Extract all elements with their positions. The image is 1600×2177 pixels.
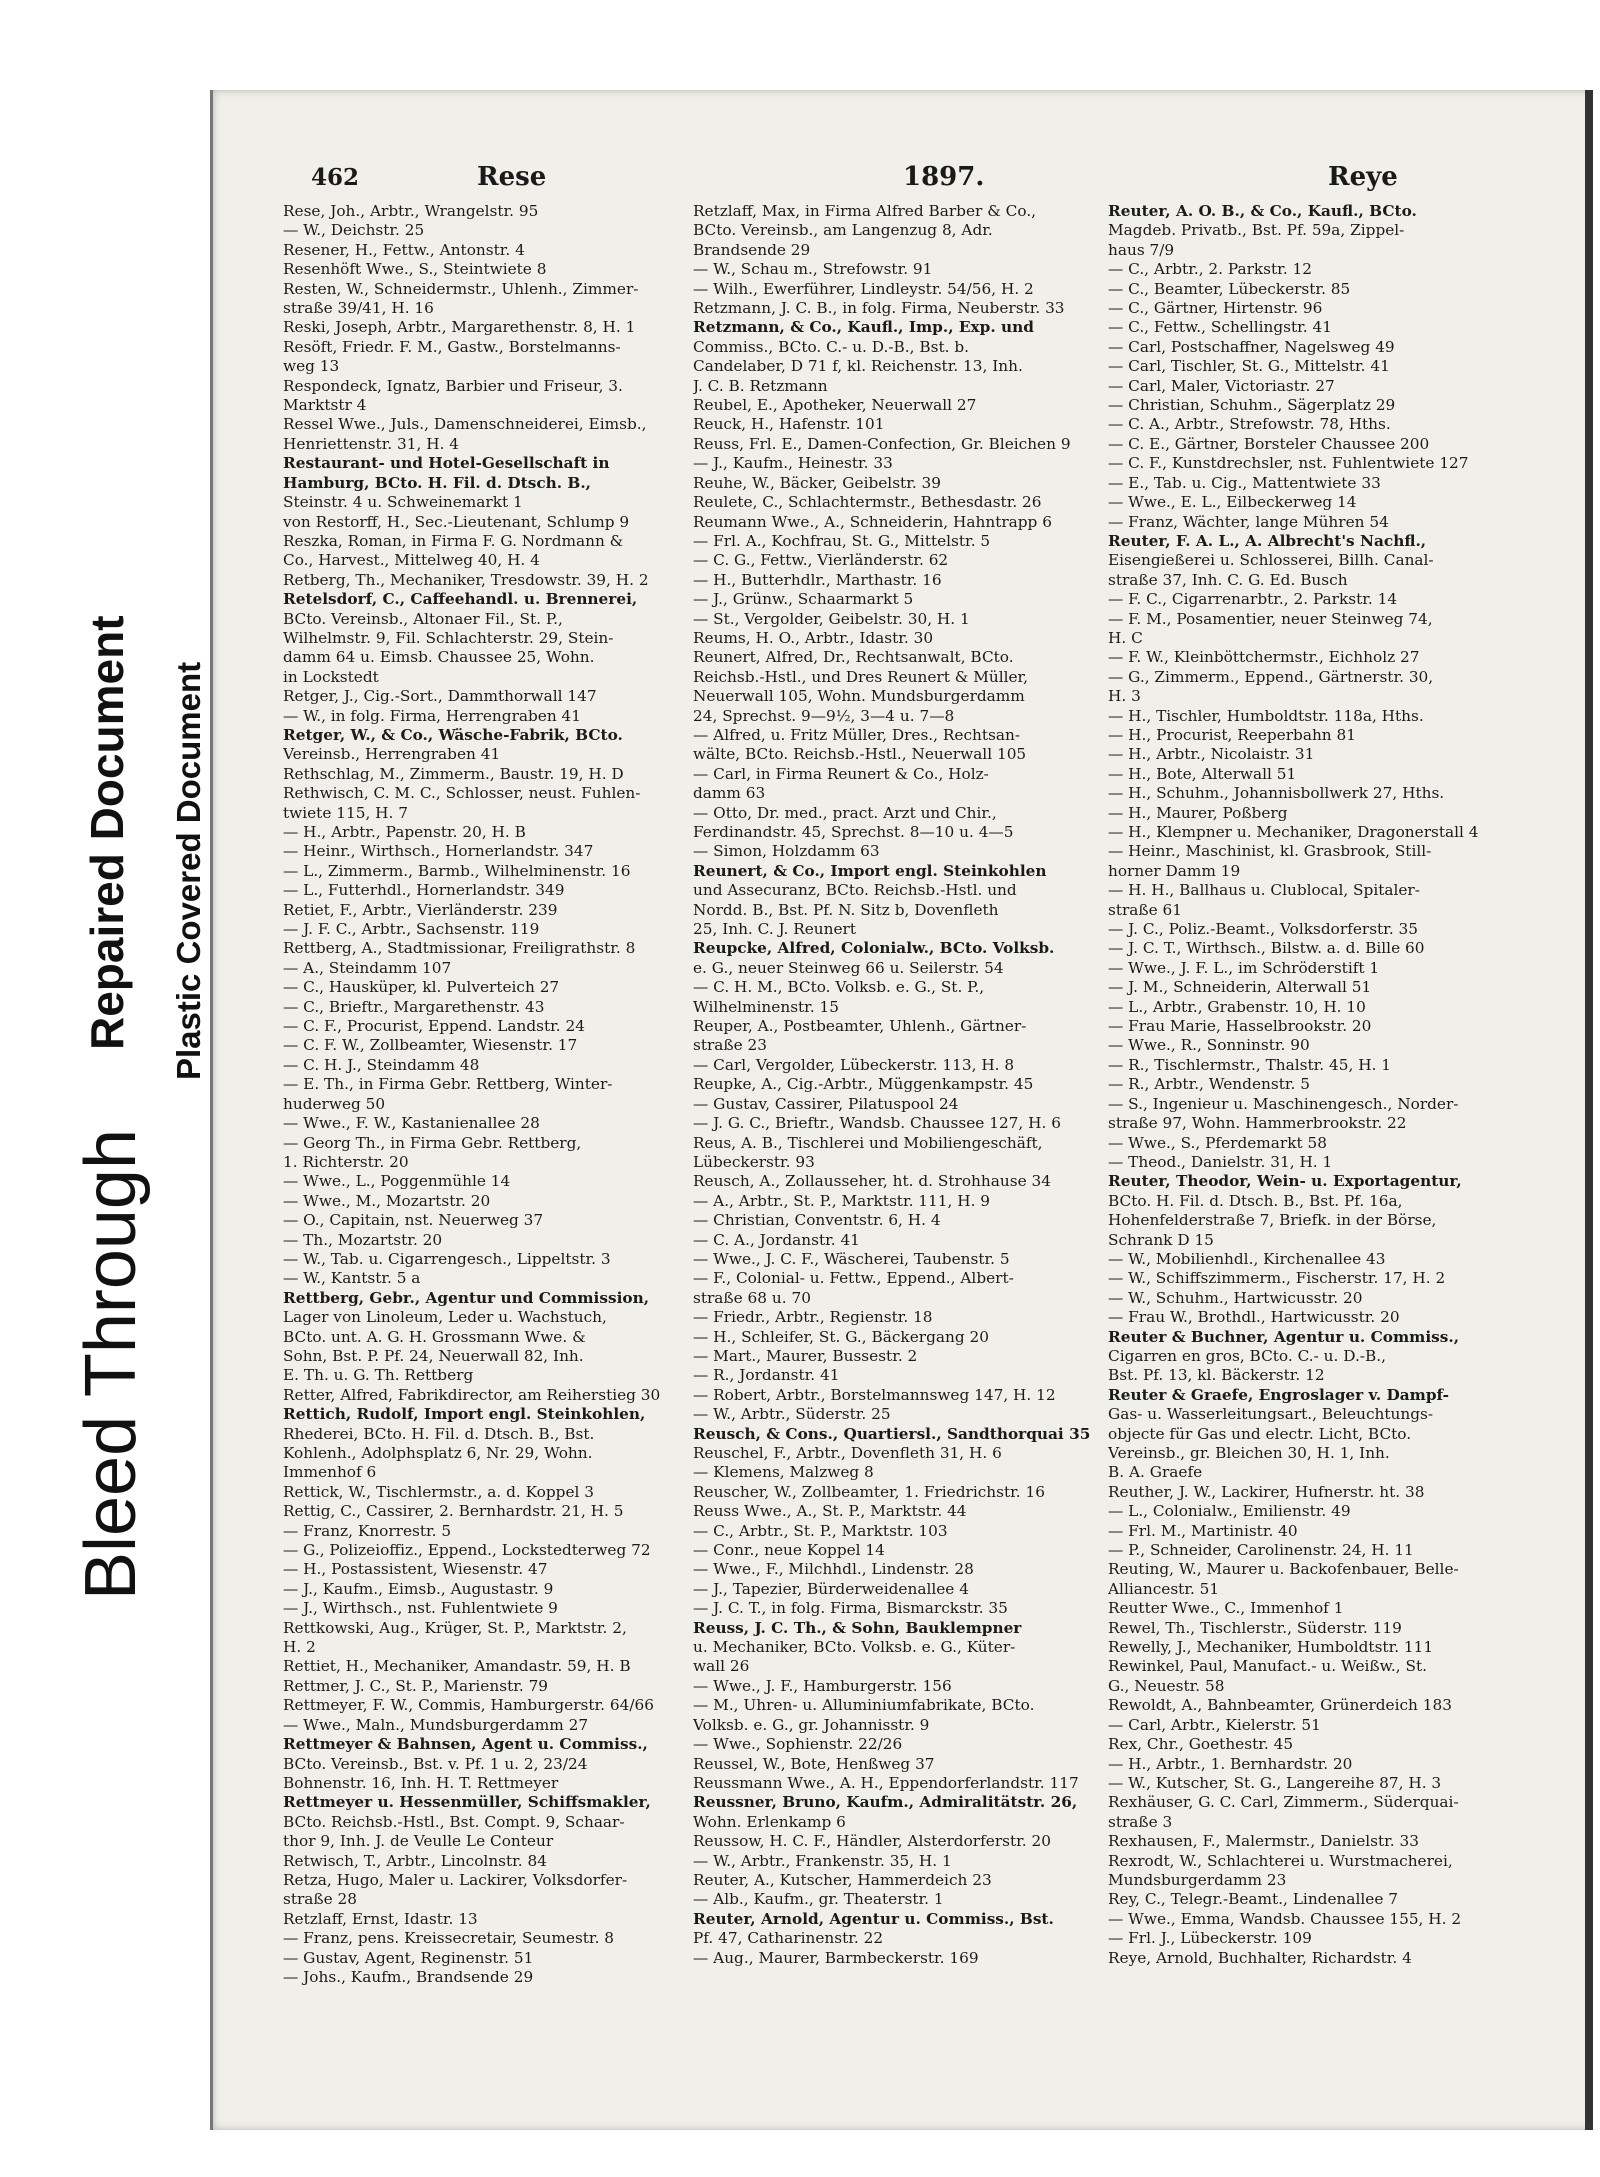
directory-entry-line: straße 3 (1108, 1812, 1173, 1831)
directory-entry-line: — R., Tischlermstr., Thalstr. 45, H. 1 (1108, 1055, 1392, 1074)
directory-entry-line: — L., Futterhdl., Hornerlandstr. 349 (283, 881, 565, 900)
directory-entry-line: straße 97, Wohn. Hammerbrookstr. 22 (1108, 1114, 1407, 1133)
directory-entry-line: damm 64 u. Eimsb. Chaussee 25, Wohn. (283, 648, 595, 667)
directory-entry-line: — C. A., Jordanstr. 41 (693, 1230, 860, 1249)
directory-entry-line: — Carl, Vergolder, Lübeckerstr. 113, H. 8 (693, 1055, 1015, 1074)
directory-entry-line: Retzmann, J. C. B., in folg. Firma, Neuberstr. 33 (693, 299, 1065, 318)
directory-entry-line: Gas- u. Wasserleitungsart., Beleuchtungs- (1108, 1405, 1434, 1424)
directory-entry-line: — F. W., Kleinböttchermstr., Eichholz 27 (1108, 648, 1420, 667)
directory-entry-line: — C. H. J., Steindamm 48 (283, 1055, 480, 1074)
directory-entry-line: Reuschel, F., Arbtr., Dovenfleth 31, H. 6 (693, 1444, 1002, 1462)
directory-entry-line: Rettmeyer, F. W., Commis, Hamburgerstr. 64/66 (283, 1696, 654, 1715)
directory-entry-line: Rethwisch, C. M. C., Schlosser, neust. Fuhlen- (283, 784, 641, 803)
directory-entry-line: — C., Arbtr., 2. Parkstr. 12 (1108, 260, 1313, 279)
directory-entry-line: Reus, A. B., Tischlerei und Mobiliengeschäft, (693, 1133, 1043, 1152)
directory-entry-line: Reussner, Bruno, Kaufm., Admiralitätstr. 26, (693, 1793, 1078, 1812)
directory-entry-line: Candelaber, D 71 f, kl. Reichenstr. 13, Inh. (693, 357, 1023, 376)
directory-entry-line: Pf. 47, Catharinenstr. 22 (693, 1929, 884, 1948)
directory-entry-line: Rettberg, A., Stadtmissionar, Freiligrathstr. 8 (283, 939, 636, 958)
directory-entry-line: Retger, W., & Co., Wäsche-Fabrik, BCto. (283, 725, 623, 744)
directory-entry-line: Reichsb.-Hstl., und Dres Reunert & Müller, (693, 667, 1029, 686)
directory-entry-line: — Wwe., Emma, Wandsb. Chaussee 155, H. 2 (1108, 1909, 1462, 1928)
directory-entry-line: BCto. Vereinsb., am Langenzug 8, Adr. (693, 221, 993, 240)
directory-entry-line: — C. F. W., Zollbeamter, Wiesenstr. 17 (283, 1036, 578, 1055)
directory-entry-line: Reye, Arnold, Buchhalter, Richardstr. 4 (1108, 1948, 1412, 1967)
directory-entry-line: Reuss, Frl. E., Damen-Confection, Gr. Bleichen 9 (693, 434, 1071, 453)
directory-entry-line: Reunert, & Co., Import engl. Steinkohlen (693, 861, 1047, 880)
directory-entry-line: — H., Maurer, Poßberg (1108, 803, 1288, 822)
directory-entry-line: — Mart., Maurer, Bussestr. 2 (693, 1346, 918, 1365)
directory-entry-line: Retberg, Th., Mechaniker, Tresdowstr. 39, H. 2 (283, 570, 649, 589)
directory-entry-line: Reussel, W., Bote, Henßweg 37 (693, 1754, 935, 1773)
directory-entry-line: — Aug., Maurer, Barmbeckerstr. 169 (693, 1948, 979, 1967)
directory-entry-line: — H., Schleifer, St. G., Bäckergang 20 (693, 1327, 989, 1346)
directory-entry-line: Lübeckerstr. 93 (693, 1152, 815, 1171)
directory-entry-line: — Franz, Wächter, lange Mühren 54 (1108, 512, 1389, 531)
directory-entry-line: Rettkowski, Aug., Krüger, St. P., Marktstr. 2, (283, 1618, 627, 1637)
directory-entry-line: — Frau W., Brothdl., Hartwicusstr. 20 (1108, 1308, 1400, 1327)
directory-entry-line: — S., Ingenieur u. Maschinengesch., Norder- (1108, 1094, 1459, 1113)
directory-entry-line: Commiss., BCto. C.- u. D.-B., Bst. b. (693, 337, 969, 356)
directory-entry-line: Hamburg, BCto. H. Fil. d. Dtsch. B., (283, 473, 592, 492)
directory-entry-line: Reuter, F. A. L., A. Albrecht's Nachfl., (1108, 531, 1427, 550)
directory-entry-line: 25, Inh. C. J. Reunert (693, 920, 856, 939)
directory-entry-line: — J. F. C., Arbtr., Sachsenstr. 119 (283, 920, 540, 939)
directory-entry-line: — E., Tab. u. Cig., Mattentwiete 33 (1108, 473, 1381, 492)
directory-entry-line: huderweg 50 (283, 1094, 386, 1113)
directory-entry-line: e. G., neuer Steinweg 66 u. Seilerstr. 54 (693, 958, 1004, 977)
directory-entry-line: — C., Fettw., Schellingstr. 41 (1108, 318, 1332, 337)
directory-entry-line: — Simon, Holzdamm 63 (693, 842, 880, 861)
directory-entry-line: — A., Steindamm 107 (283, 958, 452, 977)
label-plastic-covered-document: Plastic Covered Document (170, 661, 207, 1080)
directory-entry-line: Rettig, C., Cassirer, 2. Bernhardstr. 21, H. 5 (283, 1502, 624, 1521)
directory-entry-line: — Wwe., F. W., Kastanienallee 28 (283, 1114, 540, 1133)
directory-entry-line: — J., Grünw., Schaarmarkt 5 (693, 590, 914, 609)
directory-entry-line: twiete 115, H. 7 (283, 803, 408, 822)
directory-entry-line: Reuter, Theodor, Wein- u. Exportagentur, (1108, 1172, 1462, 1191)
directory-entry-line: Reuting, W., Maurer u. Backofenbauer, Belle- (1108, 1560, 1459, 1579)
directory-entry-line: — Heinr., Maschinist, kl. Grasbrook, Still- (1108, 842, 1432, 861)
page-edge-shadow (1585, 90, 1593, 2130)
directory-entry-line: Rettich, Rudolf, Import engl. Steinkohlen, (283, 1405, 646, 1424)
directory-entry-line: G., Neuestr. 58 (1108, 1676, 1225, 1695)
directory-entry-line: Reumann Wwe., A., Schneiderin, Hahntrapp 6 (693, 512, 1052, 531)
directory-entry-line: Marktstr 4 (283, 396, 367, 415)
directory-entry-line: J. C. B. Retzmann (693, 376, 828, 395)
directory-entry-line: — J. C., Poliz.-Beamt., Volksdorferstr. 35 (1108, 920, 1419, 939)
directory-entry-line: Reunert, Alfred, Dr., Rechtsanwalt, BCto. (693, 648, 1014, 667)
directory-entry-line: — Wwe., J. F. L., im Schröderstift 1 (1108, 958, 1380, 977)
directory-entry-line: haus 7/9 (1108, 240, 1175, 259)
directory-entry-line: — Christian, Schuhm., Sägerplatz 29 (1108, 396, 1396, 415)
directory-entry-line: — W., Schiffszimmerm., Fischerstr. 17, H. 2 (1108, 1269, 1446, 1288)
directory-entry-line: — W., Tab. u. Cigarrengesch., Lippeltstr. 3 (283, 1249, 611, 1268)
directory-entry-line: — Th., Mozartstr. 20 (283, 1230, 443, 1249)
directory-entry-line: — Carl, Tischler, St. G., Mittelstr. 41 (1108, 357, 1390, 376)
directory-entry-line: — Wwe., J. F., Hamburgerstr. 156 (693, 1676, 952, 1695)
directory-entry-line: H. 2 (283, 1638, 316, 1657)
directory-entry-line: Retza, Hugo, Maler u. Lackirer, Volksdorfer- (283, 1870, 628, 1889)
directory-entry-line: Henriettenstr. 31, H. 4 (283, 434, 460, 453)
directory-entry-line: Reussmann Wwe., A. H., Eppendorferlandstr. 117 (693, 1773, 1079, 1792)
directory-entry-line: Neuerwall 105, Wohn. Mundsburgerdamm (693, 687, 1025, 706)
directory-entry-line: — F. M., Posamentier, neuer Steinweg 74, (1108, 609, 1433, 628)
directory-entry-line: Bst. Pf. 13, kl. Bäckerstr. 12 (1108, 1366, 1325, 1385)
directory-entry-line: von Restorff, H., Sec.-Lieutenant, Schlump 9 (283, 512, 630, 531)
directory-entry-line: straße 28 (283, 1890, 358, 1909)
directory-entry-line: — Georg Th., in Firma Gebr. Rettberg, (283, 1133, 582, 1152)
directory-entry-line: Reuck, H., Hafenstr. 101 (693, 415, 885, 434)
directory-entry-line: Reussow, H. C. F., Händler, Alsterdorferstr. 20 (693, 1832, 1051, 1851)
directory-entry-line: — W., Schuhm., Hartwicusstr. 20 (1108, 1288, 1363, 1307)
directory-entry-line: Ressel Wwe., Juls., Damenschneiderei, Eimsb., (283, 415, 647, 434)
directory-entry-line: BCto. Vereinsb., Altonaer Fil., St. P., (283, 609, 563, 628)
directory-entry-line: Rex, Chr., Goethestr. 45 (1108, 1735, 1294, 1754)
directory-entry-line: Reuscher, W., Zollbeamter, 1. Friedrichstr. 16 (693, 1482, 1045, 1501)
directory-entry-line: Retwisch, T., Arbtr., Lincolnstr. 84 (283, 1851, 547, 1870)
directory-entry-line: Hohenfelderstraße 7, Briefk. in der Börse, (1108, 1211, 1437, 1230)
directory-entry-line: Reuss, J. C. Th., & Sohn, Bauklempner (693, 1618, 1022, 1637)
directory-entry-line: Rhederei, BCto. H. Fil. d. Dtsch. B., Bst. (283, 1424, 595, 1443)
directory-entry-line: — J., Kaufm., Eimsb., Augustastr. 9 (283, 1579, 554, 1598)
directory-entry-line: — C. H. M., BCto. Volksb. e. G., St. P., (693, 978, 985, 997)
directory-entry-line: Mundsburgerdamm 23 (1108, 1870, 1287, 1889)
directory-entry-line: und Assecuranz, BCto. Reichsb.-Hstl. und (693, 881, 1017, 900)
directory-entry-line: Kohlenh., Adolphsplatz 6, Nr. 29, Wohn. (283, 1444, 593, 1462)
directory-entry-line: — Carl, in Firma Reunert & Co., Holz- (693, 764, 989, 783)
directory-entry-line: — Wwe., J. C. F., Wäscherei, Taubenstr. 5 (693, 1249, 1010, 1268)
directory-entry-line: Rewinkel, Paul, Manufact.- u. Weißw., St. (1108, 1657, 1427, 1676)
directory-entry-line: — L., Zimmerm., Barmb., Wilhelminenstr. 16 (283, 861, 631, 880)
directory-entry-line: — H., Schuhm., Johannisbollwerk 27, Hths. (1108, 784, 1445, 803)
directory-entry-line: — C. G., Fettw., Vierländerstr. 62 (693, 551, 949, 570)
directory-entry-line: — C., Beamter, Lübeckerstr. 85 (1108, 279, 1351, 298)
directory-entry-line: — A., Arbtr., St. P., Marktstr. 111, H. 9 (693, 1191, 991, 1210)
directory-entry-line: — Wwe., F., Milchhdl., Lindenstr. 28 (693, 1560, 974, 1579)
directory-entry-line: Reubel, E., Apotheker, Neuerwall 27 (693, 396, 977, 415)
directory-entry-line: — C., Gärtner, Hirtenstr. 96 (1108, 299, 1323, 318)
directory-entry-line: Schrank D 15 (1108, 1230, 1214, 1249)
directory-entry-line: Bohnenstr. 16, Inh. H. T. Rettmeyer (283, 1773, 559, 1792)
directory-entry-line: Rettmeyer & Bahnsen, Agent u. Commiss., (283, 1735, 648, 1754)
directory-entry-line: Retelsdorf, C., Caffeehandl. u. Brennerei, (283, 590, 638, 609)
directory-entry-line: BCto. Reichsb.-Hstl., Bst. Compt. 9, Schaar- (283, 1812, 625, 1831)
directory-entry-line: — Carl, Arbtr., Kielerstr. 51 (1108, 1715, 1321, 1734)
directory-entry-line: Rexhausen, F., Malermstr., Danielstr. 33 (1108, 1832, 1419, 1851)
directory-entry-line: — Frl. A., Kochfrau, St. G., Mittelstr. 5 (693, 531, 991, 550)
directory-entry-line: straße 61 (1108, 900, 1183, 919)
directory-entry-line: — L., Arbtr., Grabenstr. 10, H. 10 (1108, 997, 1366, 1016)
directory-entry-line: Reuther, J. W., Lackirer, Hufnerstr. ht. 38 (1108, 1482, 1425, 1501)
directory-entry-line: — C. F., Procurist, Eppend. Landstr. 24 (283, 1017, 585, 1036)
directory-entry-line: — Klemens, Malzweg 8 (693, 1463, 874, 1482)
directory-entry-line: Reusch, A., Zollausseher, ht. d. Strohhause 34 (693, 1172, 1051, 1191)
directory-entry-line: Restaurant- und Hotel-Gesellschaft in (283, 454, 610, 473)
directory-entry-line: straße 68 u. 70 (693, 1288, 811, 1307)
directory-entry-line: u. Mechaniker, BCto. Volksb. e. G., Küter- (693, 1638, 1016, 1657)
directory-entry-line: — L., Colonialw., Emilienstr. 49 (1108, 1502, 1351, 1521)
directory-entry-line: — Wwe., E. L., Eilbeckerweg 14 (1108, 493, 1357, 512)
directory-entry-line: — Frl. M., Martinistr. 40 (1108, 1521, 1298, 1540)
directory-entry-line: Wilhelminenstr. 15 (693, 997, 840, 1016)
directory-entry-line: H. C (1108, 628, 1143, 647)
directory-entry-line: Reuhe, W., Bäcker, Geibelstr. 39 (693, 473, 942, 492)
directory-entry-line: Vereinsb., Herrengraben 41 (283, 745, 501, 764)
directory-entry-line: — Franz, Knorrestr. 5 (283, 1521, 452, 1540)
directory-entry-line: E. Th. u. G. Th. Rettberg (283, 1366, 474, 1385)
directory-entry-line: Retzlaff, Max, in Firma Alfred Barber & Co., (693, 202, 1037, 220)
directory-entry-line: — F., Colonial- u. Fettw., Eppend., Albert- (693, 1269, 1014, 1288)
directory-entry-line: — Wwe., R., Sonninstr. 90 (1108, 1036, 1310, 1055)
directory-entry-line: H. 3 (1108, 687, 1141, 706)
page-number: 462 (311, 164, 360, 191)
directory-entry-line: Resener, H., Fettw., Antonstr. 4 (283, 240, 525, 259)
directory-entry-line: — W., Kutscher, St. G., Langereihe 87, H. 3 (1108, 1773, 1442, 1792)
directory-entry-line: Brandsende 29 (693, 240, 811, 259)
directory-entry-line: — C. A., Arbtr., Strefowstr. 78, Hths. (1108, 415, 1391, 434)
directory-entry-line: — Theod., Danielstr. 31, H. 1 (1108, 1152, 1333, 1171)
directory-entry-line: — M., Uhren- u. Alluminiumfabrikate, BCto. (693, 1696, 1035, 1715)
directory-entry-line: Eisengießerei u. Schlosserei, Billh. Canal- (1108, 551, 1434, 570)
directory-entry-line: objecte für Gas und electr. Licht, BCto. (1108, 1424, 1412, 1443)
directory-entry-line: Reuper, A., Postbeamter, Uhlenh., Gärtner- (693, 1017, 1027, 1036)
directory-entry-line: — W., Schau m., Strefowstr. 91 (693, 260, 933, 279)
header-left-keyword: Rese (477, 162, 547, 192)
directory-entry-line: — Friedr., Arbtr., Regienstr. 18 (693, 1308, 933, 1327)
column-2 (693, 202, 1105, 1968)
directory-entry-line: — Otto, Dr. med., pract. Arzt und Chir., (693, 803, 997, 822)
directory-entry-line: horner Damm 19 (1108, 861, 1241, 880)
directory-entry-line: — J., Kaufm., Heinestr. 33 (693, 454, 893, 473)
directory-entry-line: Resöft, Friedr. F. M., Gastw., Borstelmanns- (283, 337, 621, 356)
directory-entry-line: 24, Sprechst. 9—9½, 3—4 u. 7—8 (693, 706, 955, 725)
directory-entry-line: Resten, W., Schneidermstr., Uhlenh., Zimmer- (283, 279, 639, 298)
label-bleed-through: Bleed Through (71, 1128, 151, 1600)
directory-entry-line: Vereinsb., gr. Bleichen 30, H. 1, Inh. (1108, 1444, 1390, 1462)
label-repaired-document: Repaired Document (81, 615, 133, 1050)
directory-entry-line: — H., Arbtr., Nicolaistr. 31 (1108, 745, 1315, 764)
directory-entry-line: Co., Harvest., Mittelweg 40, H. 4 (283, 551, 540, 570)
header-year: 1897. (903, 162, 985, 192)
directory-entry-line: — W., Arbtr., Frankenstr. 35, H. 1 (693, 1851, 952, 1870)
directory-entry-line: — H., Arbtr., Papenstr. 20, H. B (283, 823, 526, 841)
directory-entry-line: Sohn, Bst. P. Pf. 24, Neuerwall 82, Inh. (283, 1346, 584, 1365)
directory-entry-line: Retzmann, & Co., Kaufl., Imp., Exp. und (693, 318, 1034, 337)
directory-entry-line: — J., Wirthsch., nst. Fuhlentwiete 9 (283, 1599, 558, 1618)
directory-entry-line: — Frau Marie, Hasselbrookstr. 20 (1108, 1017, 1372, 1036)
directory-entry-line: — Wilh., Ewerführer, Lindleystr. 54/56, H. 2 (693, 279, 1034, 298)
directory-entry-line: — H., Butterhdlr., Marthastr. 16 (693, 570, 942, 589)
directory-entry-line: Rewoldt, A., Bahnbeamter, Grünerdeich 183 (1108, 1696, 1452, 1715)
directory-entry-line: — C., Hausküper, kl. Pulverteich 27 (283, 978, 560, 997)
directory-entry-line: — J., Tapezier, Bürderweidenallee 4 (693, 1579, 969, 1598)
directory-entry-line: — C. F., Kunstdrechsler, nst. Fuhlentwiete 127 (1108, 454, 1469, 473)
directory-entry-line: BCto. unt. A. G. H. Grossmann Wwe. & (283, 1327, 586, 1346)
directory-entry-line: — Wwe., L., Poggenmühle 14 (283, 1172, 511, 1191)
directory-entry-line: Steinstr. 4 u. Schweinemarkt 1 (283, 493, 523, 512)
directory-entry-line: Retiet, F., Arbtr., Vierländerstr. 239 (283, 900, 558, 919)
directory-entry-line: Retter, Alfred, Fabrikdirector, am Reiherstieg 30 (283, 1385, 661, 1404)
directory-entry-line: — W., Kantstr. 5 a (283, 1269, 421, 1288)
directory-entry-line: straße 39/41, H. 16 (283, 299, 434, 318)
directory-entry-line: — C., Brieftr., Margarethenstr. 43 (283, 997, 545, 1016)
directory-entry-line: Reupke, A., Cig.-Arbtr., Müggenkampstr. 45 (693, 1075, 1034, 1094)
directory-entry-line: — Carl, Maler, Victoriastr. 27 (1108, 376, 1335, 395)
directory-entry-line: — F. C., Cigarrenarbtr., 2. Parkstr. 14 (1108, 590, 1398, 609)
directory-page (210, 90, 1593, 2130)
directory-entry-line: Rettick, W., Tischlermstr., a. d. Koppel 3 (283, 1482, 595, 1501)
directory-entry-line: — Christian, Conventstr. 6, H. 4 (693, 1211, 941, 1230)
directory-entry-line: — H., Klempner u. Mechaniker, Dragonerstall 4 (1108, 823, 1479, 841)
directory-entry-line: Lager von Linoleum, Leder u. Wachstuch, (283, 1308, 607, 1327)
directory-entry-line: — R., Jordanstr. 41 (693, 1366, 840, 1385)
directory-entry-line: Reupcke, Alfred, Colonialw., BCto. Volksb. (693, 939, 1055, 958)
directory-entry-line: — H., Tischler, Humboldtstr. 118a, Hths. (1108, 706, 1424, 725)
directory-entry-line: — W., Mobilienhdl., Kirchenallee 43 (1108, 1249, 1386, 1268)
directory-entry-line: straße 23 (693, 1036, 768, 1055)
directory-entry-line: in Lockstedt (283, 667, 379, 686)
directory-entry-line: B. A. Graefe (1108, 1463, 1203, 1482)
directory-entry-line: Rettiet, H., Mechaniker, Amandastr. 59, H. B (283, 1657, 631, 1676)
directory-entry-line: Reuter & Graefe, Engroslager v. Dampf- (1108, 1385, 1449, 1404)
directory-entry-line: — Carl, Postschaffner, Nagelsweg 49 (1108, 337, 1395, 356)
directory-entry-line: — C. E., Gärtner, Borsteler Chaussee 200 (1108, 434, 1430, 453)
directory-entry-line: Wilhelmstr. 9, Fil. Schlachterstr. 29, Stein- (283, 628, 614, 647)
directory-entry-line: — H., Postassistent, Wiesenstr. 47 (283, 1560, 548, 1579)
directory-entry-line: Wohn. Erlenkamp 6 (693, 1812, 846, 1831)
directory-entry-line: Rese, Joh., Arbtr., Wrangelstr. 95 (283, 202, 539, 220)
directory-entry-line: — Frl. J., Lübeckerstr. 109 (1108, 1929, 1312, 1948)
directory-entry-line: — Franz, pens. Kreissecretair, Seumestr. 8 (283, 1929, 615, 1948)
directory-entry-line: Reums, H. O., Arbtr., Idastr. 30 (693, 628, 934, 647)
directory-entry-line: Rexrodt, W., Schlachterei u. Wurstmacherei, (1108, 1851, 1453, 1870)
directory-entry-line: Alliancestr. 51 (1108, 1579, 1220, 1598)
directory-entry-line: Reusch, & Cons., Quartiersl., Sandthorquai 35 (693, 1424, 1091, 1443)
directory-entry-line: — W., Arbtr., Süderstr. 25 (693, 1405, 891, 1424)
directory-entry-line: Reski, Joseph, Arbtr., Margarethenstr. 8, H. 1 (283, 318, 636, 337)
page-header (213, 162, 1593, 202)
directory-entry-line: Rewelly, J., Mechaniker, Humboldtstr. 111 (1108, 1638, 1434, 1657)
directory-entry-line: — W., Deichstr. 25 (283, 221, 425, 240)
directory-entry-line: — Gustav, Cassirer, Pilatuspool 24 (693, 1094, 959, 1113)
directory-entry-line: Retzlaff, Ernst, Idastr. 13 (283, 1909, 478, 1928)
directory-entry-line: — Heinr., Wirthsch., Hornerlandstr. 347 (283, 842, 594, 861)
directory-entry-line: — G., Zimmerm., Eppend., Gärtnerstr. 30, (1108, 667, 1434, 686)
directory-entry-line: — J. C. T., in folg. Firma, Bismarckstr. 35 (693, 1599, 1008, 1618)
directory-entry-line: — C., Arbtr., St. P., Marktstr. 103 (693, 1521, 948, 1540)
directory-entry-line: Rey, C., Telegr.-Beamt., Lindenallee 7 (1108, 1890, 1398, 1909)
directory-entry-line: Magdeb. Privatb., Bst. Pf. 59a, Zippel- (1108, 221, 1405, 240)
column-3 (1108, 202, 1520, 1968)
directory-entry-line: Reuter & Buchner, Agentur u. Commiss., (1108, 1327, 1460, 1346)
directory-entry-line: Reutter Wwe., C., Immenhof 1 (1108, 1599, 1344, 1618)
directory-entry-line: Reulete, C., Schlachtermstr., Bethesdastr. 26 (693, 493, 1042, 512)
directory-entry-line: Ferdinandstr. 45, Sprechst. 8—10 u. 4—5 (693, 823, 1014, 841)
directory-entry-line: Reuter, A. O. B., & Co., Kaufl., BCto. (1108, 202, 1417, 220)
directory-entry-line: 1. Richterstr. 20 (283, 1152, 409, 1171)
side-labels (0, 0, 220, 2177)
directory-entry-line: Rettmer, J. C., St. P., Marienstr. 79 (283, 1676, 549, 1695)
column-1 (283, 202, 695, 1987)
directory-entry-line: straße 37, Inh. C. G. Ed. Busch (1108, 570, 1348, 589)
directory-entry-line: — Wwe., Maln., Mundsburgerdamm 27 (283, 1715, 589, 1734)
directory-entry-line: — R., Arbtr., Wendenstr. 5 (1108, 1075, 1310, 1094)
directory-entry-line: — E. Th., in Firma Gebr. Rettberg, Winter- (283, 1075, 613, 1094)
directory-entry-line: — W., in folg. Firma, Herrengraben 41 (283, 706, 582, 725)
directory-entry-line: — H., Procurist, Reeperbahn 81 (1108, 725, 1356, 744)
directory-entry-line: — Gustav, Agent, Reginenstr. 51 (283, 1948, 534, 1967)
directory-entry-line: — Wwe., S., Pferdemarkt 58 (1108, 1133, 1327, 1152)
directory-entry-line: Reuss Wwe., A., St. P., Marktstr. 44 (693, 1502, 967, 1521)
directory-entry-line: — Robert, Arbtr., Borstelmannsweg 147, H. 12 (693, 1385, 1056, 1404)
directory-entry-line: — J. C. T., Wirthsch., Bilstw. a. d. Bille 60 (1108, 939, 1425, 958)
directory-entry-line: — Wwe., M., Mozartstr. 20 (283, 1191, 491, 1210)
directory-entry-line: Immenhof 6 (283, 1463, 377, 1482)
directory-entry-line: — Alfred, u. Fritz Müller, Dres., Rechtsan- (693, 725, 1021, 744)
directory-entry-line: BCto. Vereinsb., Bst. v. Pf. 1 u. 2, 23/24 (283, 1754, 588, 1773)
directory-entry-line: — H., Bote, Alterwall 51 (1108, 764, 1297, 783)
directory-entry-line: Volksb. e. G., gr. Johannisstr. 9 (693, 1715, 930, 1734)
directory-entry-line: Rettmeyer u. Hessenmüller, Schiffsmakler, (283, 1793, 651, 1812)
directory-entry-line: wälte, BCto. Reichsb.-Hstl., Neuerwall 105 (693, 745, 1027, 764)
directory-entry-line: Rettberg, Gebr., Agentur und Commission, (283, 1288, 650, 1307)
directory-entry-line: — J. G. C., Brieftr., Wandsb. Chaussee 127, H. 6 (693, 1114, 1061, 1133)
directory-entry-line: damm 63 (693, 784, 766, 803)
directory-entry-line: Reuter, A., Kutscher, Hammerdeich 23 (693, 1870, 992, 1889)
directory-entry-line: — J. M., Schneiderin, Alterwall 51 (1108, 978, 1372, 997)
directory-entry-line: — P., Schneider, Carolinenstr. 24, H. 11 (1108, 1541, 1414, 1560)
directory-entry-line: Rewel, Th., Tischlerstr., Süderstr. 119 (1108, 1618, 1402, 1637)
directory-entry-line: wall 26 (693, 1657, 750, 1676)
directory-entry-line: Rethschlag, M., Zimmerm., Baustr. 19, H. D (283, 764, 624, 783)
directory-entry-line: — St., Vergolder, Geibelstr. 30, H. 1 (693, 609, 970, 628)
directory-entry-line: Cigarren en gros, BCto. C.- u. D.-B., (1108, 1346, 1386, 1365)
directory-entry-line: Reuter, Arnold, Agentur u. Commiss., Bst. (693, 1909, 1054, 1928)
directory-entry-line: Reszka, Roman, in Firma F. G. Nordmann & (283, 531, 624, 550)
directory-entry-line: thor 9, Inh. J. de Veulle Le Conteur (283, 1832, 554, 1851)
directory-entry-line: Rexhäuser, G. C. Carl, Zimmerm., Süderquai- (1108, 1793, 1459, 1812)
directory-entry-line: Nordd. B., Bst. Pf. N. Sitz b, Dovenfleth (693, 900, 999, 919)
directory-entry-line: — H., Arbtr., 1. Bernhardstr. 20 (1108, 1754, 1353, 1773)
directory-entry-line: — Johs., Kaufm., Brandsende 29 (283, 1967, 534, 1986)
directory-entry-line: — G., Polizeioffiz., Eppend., Lockstedterweg 72 (283, 1541, 651, 1560)
directory-entry-line: BCto. H. Fil. d. Dtsch. B., Bst. Pf. 16a, (1108, 1191, 1403, 1210)
directory-entry-line: Respondeck, Ignatz, Barbier und Friseur, 3. (283, 376, 623, 395)
directory-entry-line: — Wwe., Sophienstr. 22/26 (693, 1735, 903, 1754)
directory-entry-line: — H. H., Ballhaus u. Clublocal, Spitaler- (1108, 881, 1420, 900)
directory-entry-line: — Conr., neue Koppel 14 (693, 1541, 885, 1560)
header-right-keyword: Reye (1328, 162, 1398, 192)
directory-entry-line: — Alb., Kaufm., gr. Theaterstr. 1 (693, 1890, 944, 1909)
directory-entry-line: weg 13 (283, 357, 340, 376)
directory-entry-line: Resenhöft Wwe., S., Steintwiete 8 (283, 260, 547, 279)
directory-entry-line: — O., Capitain, nst. Neuerweg 37 (283, 1211, 544, 1230)
directory-entry-line: Retger, J., Cig.-Sort., Dammthorwall 147 (283, 687, 597, 706)
